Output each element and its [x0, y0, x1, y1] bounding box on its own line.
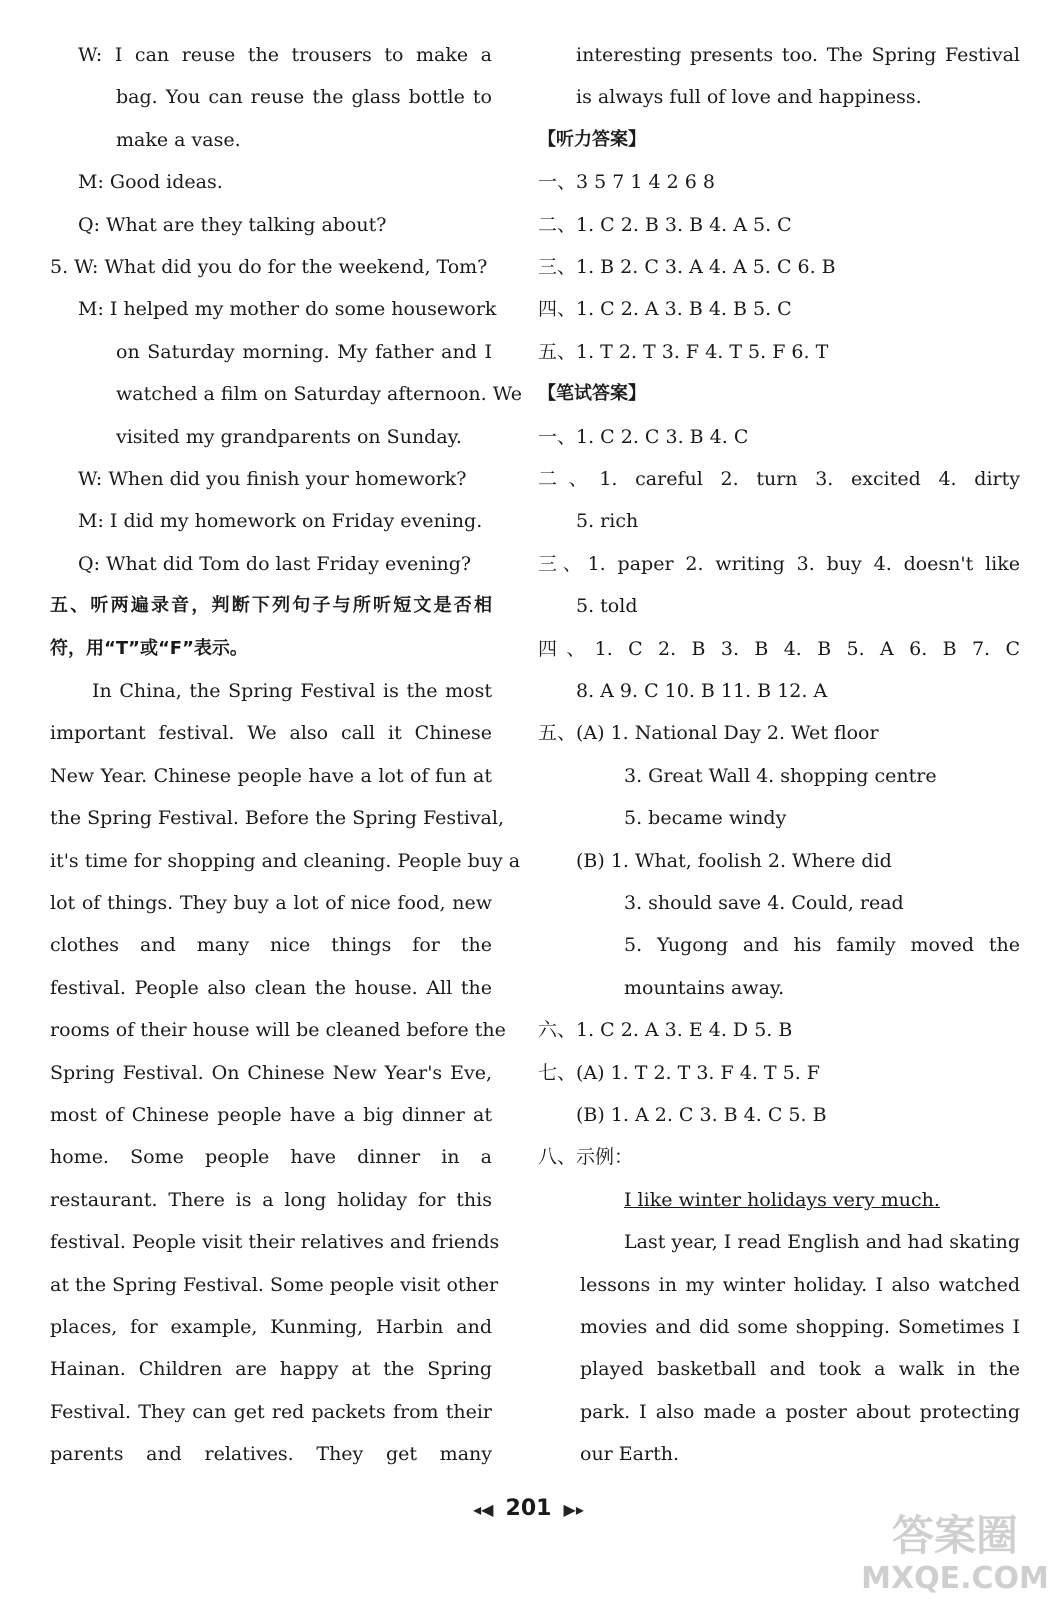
- text-line: festival. People visit their relatives and friends: [50, 1231, 500, 1254]
- text-line: Q: What are they talking about?: [78, 213, 387, 236]
- text-line: important festival. We also call it Chinese: [50, 722, 492, 745]
- text-line: mountains away.: [624, 976, 785, 999]
- text-line: parents and relatives. They get many: [50, 1443, 492, 1466]
- text-line: interesting presents too. The Spring Festival: [576, 44, 1020, 66]
- text-line: visited my grandparents on Sunday.: [116, 425, 462, 448]
- text-line: watched a film on Saturday afternoon. We: [116, 383, 522, 406]
- text-line: bag. You can reuse the glass bottle to: [116, 86, 492, 109]
- text-line: I like winter holidays very much.: [624, 1188, 940, 1211]
- text-line: 【笔试答案】: [538, 383, 646, 405]
- text-line: M: Good ideas.: [78, 171, 223, 194]
- text-line: 四、1. C 2. B 3. B 4. B 5. A 6. B 7. C: [538, 637, 1020, 660]
- text-line: 四、1. C 2. A 3. B 4. B 5. C: [538, 298, 792, 321]
- text-line: park. I also made a poster about protecting: [580, 1400, 1020, 1423]
- text-line: W: I can reuse the trousers to make a: [78, 44, 492, 66]
- text-line: places, for example, Kunming, Harbin and: [50, 1316, 492, 1338]
- text-line: movies and did some shopping. Sometimes I: [580, 1316, 1020, 1338]
- text-line: 三、1. paper 2. writing 3. buy 4. doesn't like: [538, 552, 1020, 575]
- text-line: the Spring Festival. Before the Spring Festival,: [50, 807, 505, 830]
- text-line: Q: What did Tom do last Friday evening?: [78, 552, 472, 575]
- text-line: 八、示例：: [538, 1146, 634, 1169]
- text-line: festival. People also clean the house. All the: [50, 976, 492, 999]
- watermark-logo: [860, 1500, 1050, 1595]
- text-line: restaurant. There is a long holiday for this: [50, 1188, 492, 1211]
- text-line: Spring Festival. On Chinese New Year's Eve,: [50, 1061, 492, 1084]
- prev-page-arrows-icon: ◂◀: [473, 1500, 494, 1519]
- text-line: 3. Great Wall 4. shopping centre: [624, 764, 937, 787]
- text-line: 五、(A) 1. National Day 2. Wet floor: [538, 722, 879, 745]
- text-line: (B) 1. What, foolish 2. Where did: [576, 849, 892, 872]
- text-line: 5. Yugong and his family moved the: [624, 934, 1020, 957]
- text-line: clothes and many nice things for the: [50, 934, 492, 957]
- text-line: at the Spring Festival. Some people visit other: [50, 1273, 499, 1296]
- text-line: 3. should save 4. Could, read: [624, 892, 904, 914]
- text-line: Festival. They can get red packets from their: [50, 1400, 492, 1423]
- text-line: M: I helped my mother do some housework: [78, 298, 497, 321]
- text-line: 一、1. C 2. C 3. B 4. C: [538, 425, 749, 448]
- text-line: 七、(A) 1. T 2. T 3. F 4. T 5. F: [538, 1061, 820, 1084]
- text-line: make a vase.: [116, 128, 241, 151]
- text-line: 5. rich: [576, 510, 639, 533]
- text-line: 符，用“T”或“F”表示。: [50, 637, 248, 659]
- text-line: 二、1. careful 2. turn 3. excited 4. dirty: [538, 468, 1020, 490]
- text-line: played basketball and took a walk in the: [580, 1358, 1020, 1381]
- text-line: 六、1. C 2. A 3. E 4. D 5. B: [538, 1019, 793, 1042]
- next-page-arrows-icon: ▶▸: [563, 1500, 584, 1519]
- text-line: New Year. Chinese people have a lot of fun at: [50, 764, 492, 787]
- text-line: is always full of love and happiness.: [576, 86, 922, 109]
- text-line: 三、1. B 2. C 3. A 4. A 5. C 6. B: [538, 256, 836, 278]
- text-line: 二、1. C 2. B 3. B 4. A 5. C: [538, 213, 792, 236]
- text-line: 5. became windy: [624, 807, 787, 830]
- text-line: 5. told: [576, 595, 638, 618]
- watermark-top-text: 答案圈: [891, 1511, 1019, 1560]
- text-line: W: When did you finish your homework?: [78, 468, 467, 490]
- text-line: lessons in my winter holiday. I also watched: [580, 1273, 1020, 1296]
- text-line: 【听力答案】: [538, 128, 646, 150]
- text-line: on Saturday morning. My father and I: [116, 340, 492, 363]
- text-line: 8. A 9. C 10. B 11. B 12. A: [576, 680, 828, 702]
- text-line: most of Chinese people have a big dinner at: [50, 1104, 492, 1126]
- text-line: (B) 1. A 2. C 3. B 4. C 5. B: [576, 1104, 827, 1126]
- text-line: our Earth.: [580, 1443, 679, 1466]
- text-line: M: I did my homework on Friday evening.: [78, 510, 483, 533]
- text-line: 5. W: What did you do for the weekend, Tom?: [50, 256, 488, 278]
- text-line: it's time for shopping and cleaning. People buy a: [50, 849, 521, 872]
- text-line: rooms of their house will be cleaned before the: [50, 1019, 506, 1042]
- page-number: 201: [505, 1496, 552, 1521]
- watermark-bottom-text: MXQE.COM: [861, 1561, 1049, 1595]
- text-line: Last year, I read English and had skating: [624, 1231, 1020, 1254]
- text-line: Hainan. Children are happy at the Spring: [50, 1358, 492, 1381]
- text-line: In China, the Spring Festival is the most: [92, 680, 492, 702]
- text-line: lot of things. They buy a lot of nice food, new: [50, 892, 492, 914]
- text-line: 五、听两遍录音，判断下列句子与所听短文是否相: [50, 595, 492, 617]
- text-line: home. Some people have dinner in a: [50, 1146, 492, 1169]
- text-line: 一、3 5 7 1 4 2 6 8: [538, 171, 715, 194]
- text-line: 五、1. T 2. T 3. F 4. T 5. F 6. T: [538, 340, 829, 363]
